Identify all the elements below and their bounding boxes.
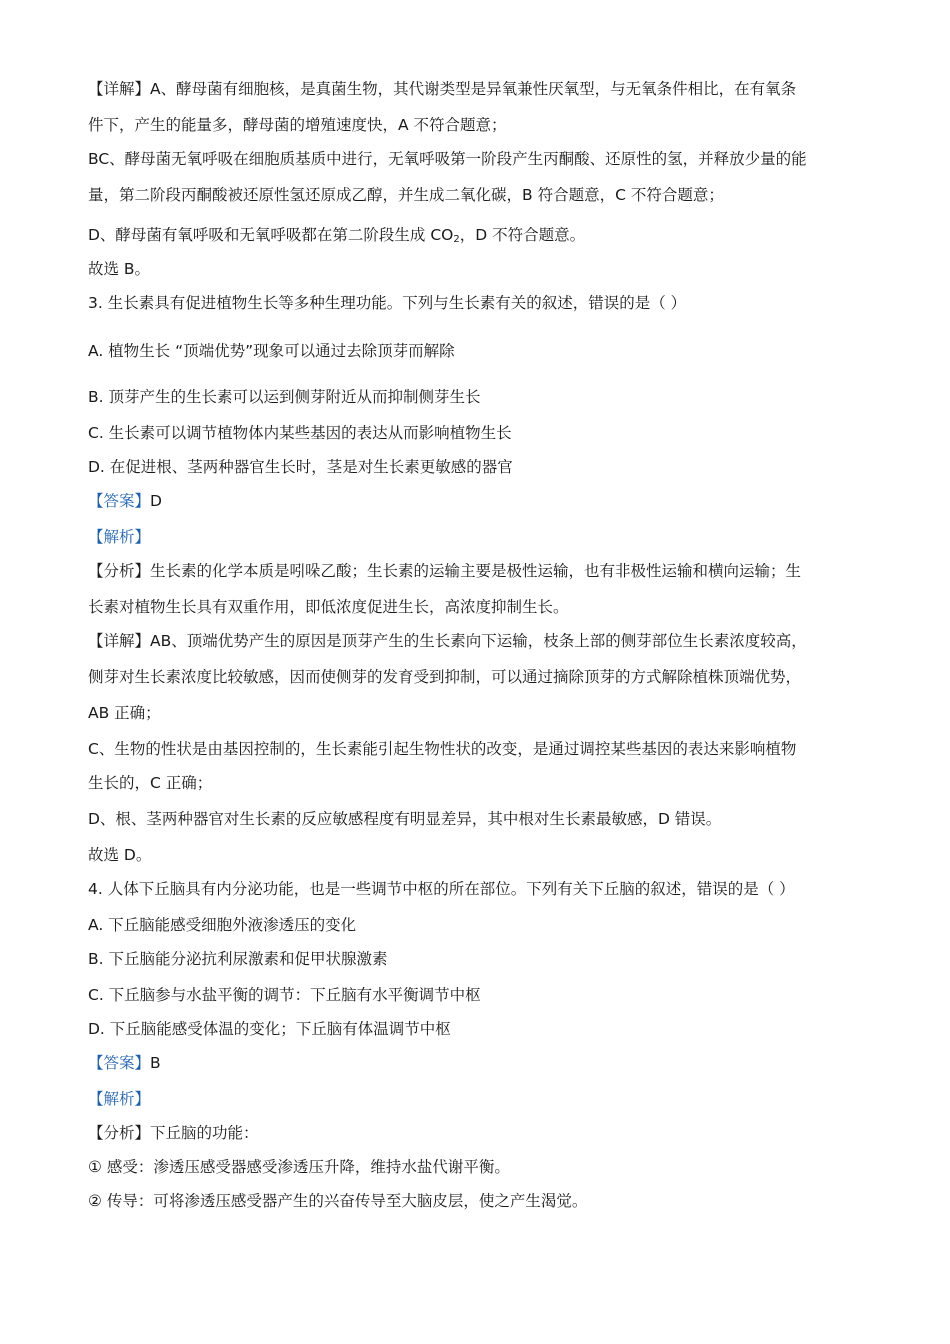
text-line	[88, 224, 585, 246]
line-text: BC、酵母菌无氧呼吸在细胞质基质中进行，无氧呼吸第一阶段产生丙酮酸、还原性的氢，并释放少量的能	[88, 150, 807, 168]
text-line	[88, 292, 686, 314]
line-text: B. 顶芽产生的生长素可以运到侧芽附近从而抑制侧芽生长	[88, 388, 481, 406]
text-line	[88, 772, 212, 794]
text-line	[88, 738, 796, 760]
text-line	[88, 560, 801, 582]
text-line	[88, 984, 481, 1006]
text-line	[88, 148, 807, 170]
line-text: A. 植物生长 “顶端优势”现象可以通过去除顶芽而解除	[88, 342, 455, 360]
section-tag: 【解析】	[88, 528, 151, 546]
line-text: 故选 D。	[88, 846, 152, 864]
text-line	[88, 666, 801, 688]
text-line	[88, 1052, 161, 1074]
line-text: 3. 生长素具有促进植物生长等多种生理功能。下列与生长素有关的叙述，错误的是（ ）	[88, 294, 687, 312]
line-text: D. 下丘脑能感受体温的变化；下丘脑有体温调节中枢	[88, 1020, 451, 1038]
text-line	[88, 914, 356, 936]
text-line	[88, 258, 150, 280]
text-line	[88, 78, 796, 100]
text-line	[88, 878, 795, 900]
text-line	[88, 844, 151, 866]
text-line	[88, 184, 724, 206]
text-line	[88, 386, 481, 408]
line-text: D	[150, 492, 162, 510]
line-text: 4. 人体下丘脑具有内分泌功能，也是一些调节中枢的所在部位。下列有关下丘脑的叙述，错误的是（ ）	[88, 880, 795, 898]
text-line	[88, 596, 569, 618]
line-text: D、酵母菌有氧呼吸和无氧呼吸都在第二阶段生成 CO	[88, 226, 454, 244]
text-line	[88, 1190, 587, 1212]
subscript: 2	[453, 234, 460, 245]
text-line	[88, 808, 721, 830]
line-text: 量，第二阶段丙酮酸被还原性氢还原成乙醇，并生成二氧化碳，B 符合题意，C 不符合题意；	[88, 186, 724, 204]
line-text: B. 下丘脑能分泌抗利尿激素和促甲状腺激素	[88, 950, 388, 968]
text-line	[88, 456, 513, 478]
text-line	[88, 1018, 451, 1040]
line-text: ② 传导：可将渗透压感受器产生的兴奋传导至大脑皮层，使之产生渴觉。	[88, 1192, 588, 1210]
line-text: ① 感受：渗透压感受器感受渗透压升降，维持水盐代谢平衡。	[88, 1158, 510, 1176]
line-text: B	[150, 1054, 161, 1072]
line-text: 侧芽对生长素浓度比较敏感，因而使侧芽的发育受到抑制，可以通过摘除顶芽的方式解除植株顶端优势，	[88, 668, 802, 686]
line-text: 长素对植物生长具有双重作用，即低浓度促进生长，高浓度抑制生长。	[88, 598, 569, 616]
line-text: A. 下丘脑能感受细胞外液渗透压的变化	[88, 916, 357, 934]
text-line	[88, 490, 162, 512]
text-line	[88, 1088, 150, 1110]
text-line	[88, 1156, 510, 1178]
line-text-after: ，D 不符合题意。	[459, 226, 586, 244]
line-text: C. 下丘脑参与水盐平衡的调节：下丘脑有水平衡调节中枢	[88, 986, 481, 1004]
section-tag: 【解析】	[88, 1090, 151, 1108]
line-text: 生长的，C 正确；	[88, 774, 213, 792]
line-text: 【详解】A、酵母菌有细胞核，是真菌生物，其代谢类型是异氧兼性厌氧型，与无氧条件相比，在有氧条	[88, 80, 797, 98]
line-text: D、根、茎两种器官对生长素的反应敏感程度有明显差异，其中根对生长素最敏感，D 错误。	[88, 810, 722, 828]
text-line	[88, 948, 388, 970]
line-text: D. 在促进根、茎两种器官生长时，茎是对生长素更敏感的器官	[88, 458, 513, 476]
section-tag: 【答案】	[88, 492, 151, 510]
line-text: AB 正确；	[88, 704, 161, 722]
line-text: 件下，产生的能量多，酵母菌的增殖速度快，A 不符合题意；	[88, 116, 507, 134]
line-text: 【分析】生长素的化学本质是吲哚乙酸；生长素的运输主要是极性运输，也有非极性运输和横向运输；生	[88, 562, 802, 580]
text-line	[88, 340, 455, 362]
text-line	[88, 114, 507, 136]
line-text: 故选 B。	[88, 260, 151, 278]
text-line	[88, 630, 807, 652]
line-text: 【详解】AB、顶端优势产生的原因是顶芽产生的生长素向下运输，枝条上部的侧芽部位生长素浓度较高，	[88, 632, 807, 650]
section-tag: 【答案】	[88, 1054, 151, 1072]
line-text: C. 生长素可以调节植物体内某些基因的表达从而影响植物生长	[88, 424, 512, 442]
text-line	[88, 1122, 259, 1144]
line-text: C、生物的性状是由基因控制的，生长素能引起生物性状的改变，是通过调控某些基因的表达来影响植物	[88, 740, 797, 758]
text-line	[88, 702, 161, 724]
text-line	[88, 526, 150, 548]
text-line	[88, 422, 512, 444]
line-text: 【分析】下丘脑的功能：	[88, 1124, 259, 1142]
